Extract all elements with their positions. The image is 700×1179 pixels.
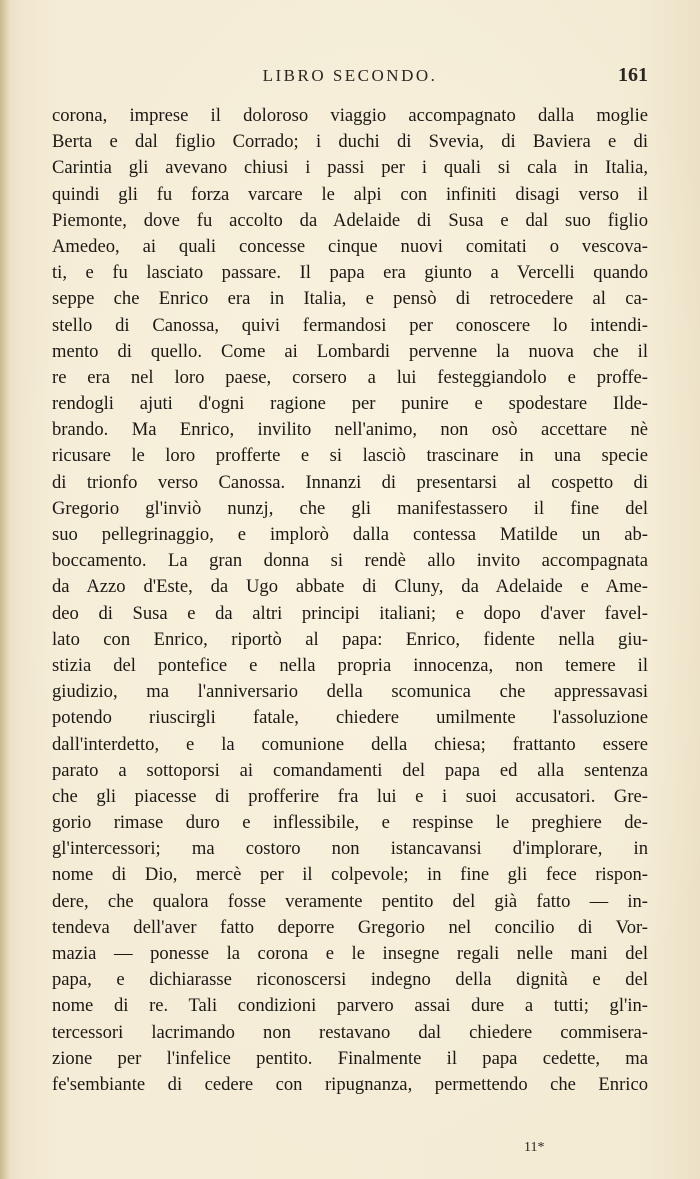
text-line: gorio rimase duro e inflessibile, e respinse le preghiere de-: [52, 812, 648, 834]
signature-mark: 11*: [524, 1140, 545, 1155]
text-line: gl'intercessori; ma costoro non istancavansi d'implorare, in: [52, 838, 648, 860]
text-line: ricusare le loro profferte e si lasciò trascinare in una specie: [52, 445, 648, 467]
text-line: zione per l'infelice pentito. Finalmente il papa cedette, ma: [52, 1047, 648, 1069]
text-line: papa, e dichiarasse riconoscersi indegno della dignità e del: [52, 969, 648, 991]
text-line: tendeva dell'aver fatto deporre Gregorio nel concilio di Vor-: [52, 916, 648, 938]
text-line: Carintia gli avevano chiusi i passi per i quali si cala in Italia,: [52, 157, 648, 179]
text-line: che gli piacesse di profferire fra lui e i suoi accusatori. Gre-: [52, 785, 648, 807]
text-line: potendo riuscirgli fatale, chiedere umilmente l'assoluzione: [52, 707, 648, 729]
text-line: fe'sembiante di cedere con ripugnanza, permettendo che Enrico: [52, 1073, 648, 1095]
text-line: quindi gli fu forza varcare le alpi con infiniti disagi verso il: [52, 183, 648, 205]
text-line: re era nel loro paese, corsero a lui festeggiandolo e proffe-: [52, 366, 648, 388]
text-line: boccamento. La gran donna si rendè allo invito accompagnata: [52, 550, 648, 572]
text-line: giudizio, ma l'anniversario della scomunica che appressavasi: [52, 681, 648, 703]
text-line: da Azzo d'Este, da Ugo abbate di Cluny, da Adelaide e Ame-: [52, 576, 648, 598]
text-line: parato a sottoporsi ai comandamenti del papa ed alla sentenza: [52, 759, 648, 781]
text-line: deo di Susa e da altri principi italiani; e dopo d'aver favel-: [52, 602, 648, 624]
body-text: [52, 103, 648, 1098]
page-header: [52, 66, 648, 92]
text-line: suo pellegrinaggio, e implorò dalla contessa Matilde un ab-: [52, 524, 648, 545]
text-line: mento di quello. Come ai Lombardi pervenne la nuova che il: [52, 340, 648, 362]
text-line: rendogli ajuti d'ogni ragione per punire e spodestare Ilde-: [52, 393, 648, 415]
text-line: nome di re. Tali condizioni parvero assai dure a tutti; gl'in-: [52, 995, 648, 1017]
text-line: lato con Enrico, riportò al papa: Enrico, fidente nella giu-: [52, 628, 648, 650]
text-line: tercessori lacrimando non restavano dal chiedere commisera-: [52, 1021, 648, 1043]
text-line: stizia del pontefice e nella propria innocenza, non temere il: [52, 654, 648, 676]
text-line: di trionfo verso Canossa. Innanzi di presentarsi al cospetto di: [52, 471, 648, 493]
running-title: LIBRO SECONDO.: [262, 66, 438, 85]
text-line: ti, e fu lasciato passare. Il papa era giunto a Vercelli quando: [52, 262, 648, 284]
page-number: 161: [618, 64, 648, 86]
text-line: mazia — ponesse la corona e le insegne regali nelle mani del: [52, 943, 648, 964]
text-line: stello di Canossa, quivi fermandosi per conoscere lo intendi-: [52, 314, 648, 336]
text-line: dall'interdetto, e la comunione della chiesa; frattanto essere: [52, 733, 648, 755]
text-line: Piemonte, dove fu accolto da Adelaide di Susa e dal suo figlio: [52, 209, 648, 231]
text-line: Berta e dal figlio Corrado; i duchi di Svevia, di Baviera e di: [52, 131, 648, 153]
text-line: nome di Dio, mercè per il colpevole; in fine gli fece rispon-: [52, 864, 648, 886]
text-line: Amedeo, ai quali concesse cinque nuovi comitati o vescova-: [52, 235, 648, 257]
text-line: dere, che qualora fosse veramente pentito del già fatto — in-: [52, 890, 648, 912]
text-line: brando. Ma Enrico, invilito nell'animo, non osò accettare nè: [52, 419, 648, 441]
text-line: Gregorio gl'inviò nunzj, che gli manifestassero il fine del: [52, 497, 648, 519]
text-line: corona, imprese il doloroso viaggio accompagnato dalla moglie: [52, 105, 648, 126]
text-line: seppe che Enrico era in Italia, e pensò di retrocedere al ca-: [52, 288, 648, 310]
